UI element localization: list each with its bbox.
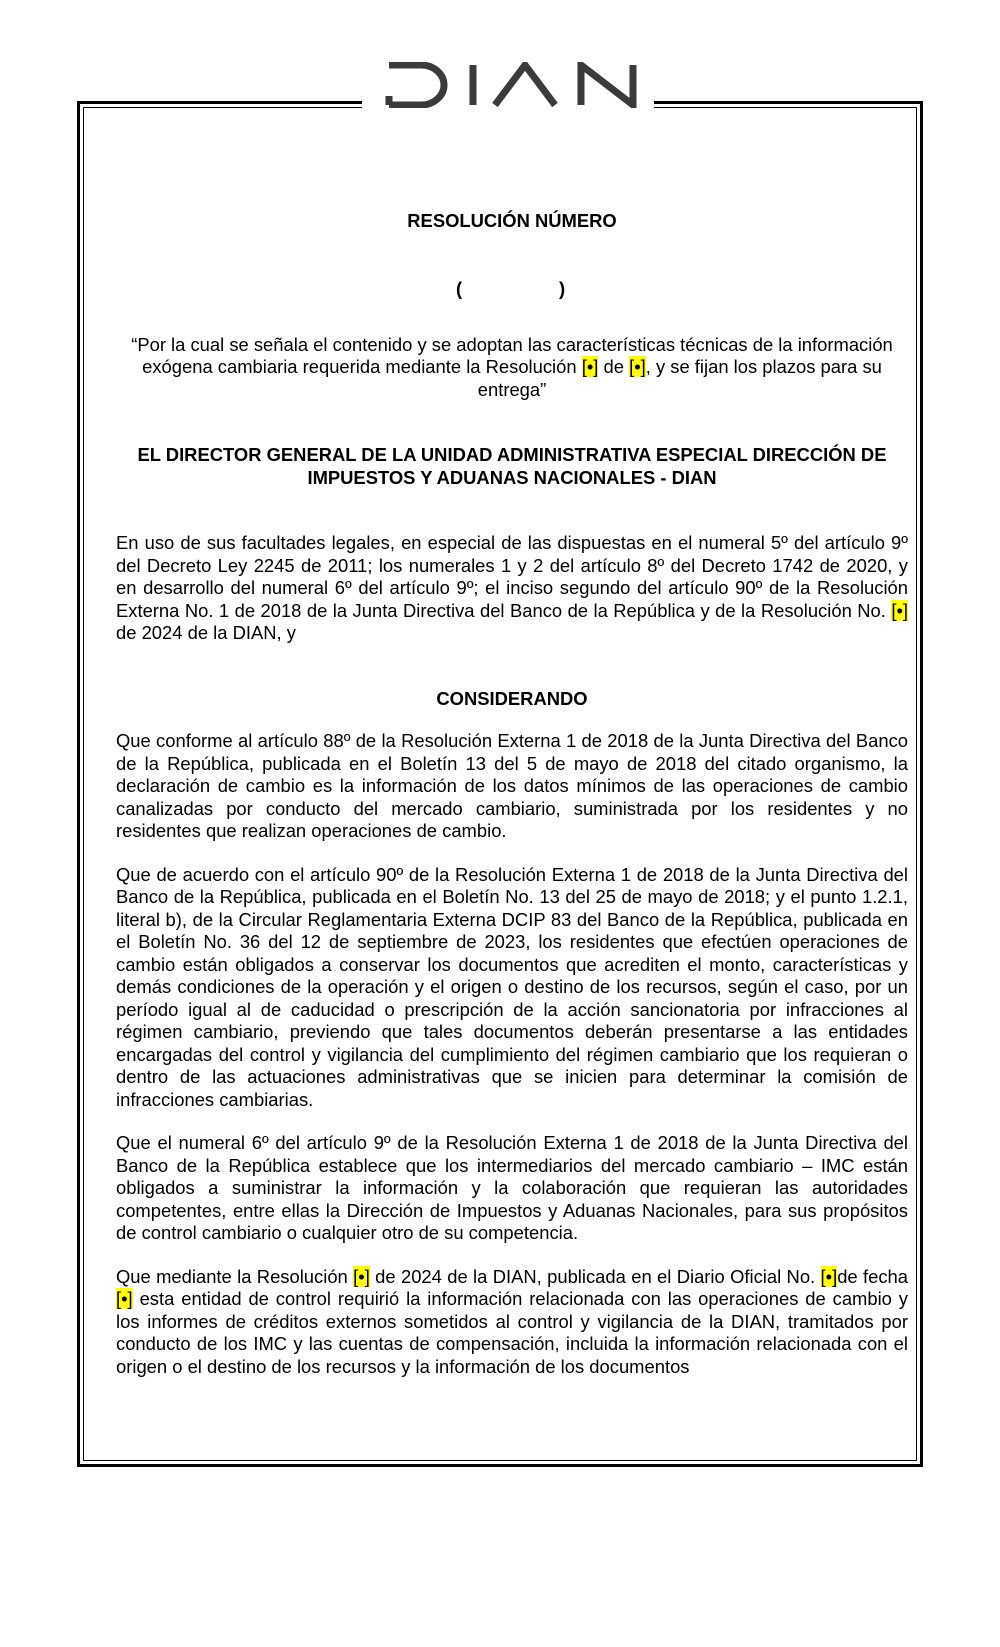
powers-text: En uso de sus facultades legales, en especial de las dispuestas en el numeral 5º del artículo 9º del Decreto Ley 2245 de 2011; los numerales 1 y 2 del artículo 8º del Decreto 1742 de 2020, y en desarrollo del numeral 6º del artículo 9º; el inciso segundo del artículo 90º de la Resolución Externa No. 1 de 2018 de la Junta Directiva del Banco de la República y de la Resolución No.: [116, 532, 908, 621]
placeholder-mark: [•]: [116, 1288, 133, 1309]
epigraph-text: “Por la cual se señala el contenido y se adoptan las características técnicas de la información exógena cambiaria requerida mediante la Resolución: [131, 333, 893, 377]
placeholder-mark: [•]: [820, 1265, 838, 1287]
resolution-title: RESOLUCIÓN NÚMERO: [407, 210, 617, 231]
resolution-date-placeholder: [116, 278, 908, 300]
considerando-heading: CONSIDERANDO: [436, 687, 588, 709]
document-body: [116, 210, 908, 1378]
whereas-paragraph: [116, 1266, 908, 1379]
whereas-paragraph: Que de acuerdo con el artículo 90º de la Resolución Externa 1 de 2018 de la Junta Directiva del Banco de la República, publicada en el Boletín No. 13 del 25 de mayo de 2018; y el punto 1.2.1, literal b), de la Circular Reglamentaria Externa DCIP 83 del Banco de la República, publicada en el Boletín No. 36 del 12 de septiembre de 2023, los residentes que efectúen operaciones de cambio están obligados a conservar los documentos que acrediten el monto, características y demás condiciones de la operación y el origen o destino de los recursos, según el caso, por un período igual al de caducidad o prescripción de la acción sancionatoria por infracciones al régimen cambiario, previendo que tales documentos deberán presentarse a las entidades encargadas del control y vigilancia del cumplimiento del régimen cambiario que los requieran o dentro de las actuaciones administrativas que se inicien para determinar la comisión de infracciones cambiarias.: [116, 863, 908, 1110]
legal-powers-paragraph: [116, 532, 908, 645]
epigraph-text: de: [598, 356, 630, 377]
issuing-authority: EL DIRECTOR GENERAL DE LA UNIDAD ADMINISTRATIVA ESPECIAL DIRECCIÓN DE IMPUESTOS Y ADUANAS NACIONALES - DIAN: [137, 444, 887, 488]
whereas-paragraph: Que el numeral 6º del artículo 9º de la Resolución Externa 1 de 2018 de la Junta Directiva del Banco de la República establece que los intermediarios del mercado cambiario – IMC están obligados a suministrar la información y la colaboración que requieran las autoridades competentes, entre ellas la Dirección de Impuestos y Aduanas Nacionales, para sus propósitos de control cambiario o cualquier otro de su competencia.: [116, 1132, 908, 1243]
paragraph-text: Que mediante la Resolución: [116, 1265, 354, 1287]
epigraph-text: , y se fijan los plazos para su entrega”: [477, 356, 882, 400]
date-close-paren: ): [559, 277, 566, 299]
placeholder-mark: [•]: [891, 599, 908, 621]
epigraph: [124, 334, 900, 402]
placeholder-mark: [•]: [353, 1265, 370, 1287]
placeholder-mark: [•]: [629, 356, 646, 377]
powers-text: de 2024 de la DIAN, y: [116, 622, 296, 643]
date-open-paren: (: [456, 277, 463, 299]
placeholder-mark: [•]: [581, 356, 599, 377]
paragraph-text: de 2024 de la DIAN, publicada en el Diario Oficial No.: [369, 1265, 821, 1287]
paragraph-text: de fecha: [837, 1265, 908, 1287]
whereas-paragraph: Que conforme al artículo 88º de la Resolución Externa 1 de 2018 de la Junta Directiva del Banco de la República, publicada en el Boletín 13 del 5 de mayo de 2018 del citado organismo, la declaración de cambio es la información de los datos mínimos de las operaciones de cambio canalizadas por conducto del mercado cambiario, suministrada por los residentes y no residentes que realizan operaciones de cambio.: [116, 730, 908, 841]
paragraph-text: esta entidad de control requirió la información relacionada con las operaciones de cambio y los informes de créditos externos sometidos al control y vigilancia de la DIAN, tramitados por conducto de los IMC y las cuentas de compensación, incluida la información relacionada con el origen o el destino de los recursos y la información de los documentos: [116, 1288, 908, 1377]
dian-logo: [385, 62, 641, 108]
